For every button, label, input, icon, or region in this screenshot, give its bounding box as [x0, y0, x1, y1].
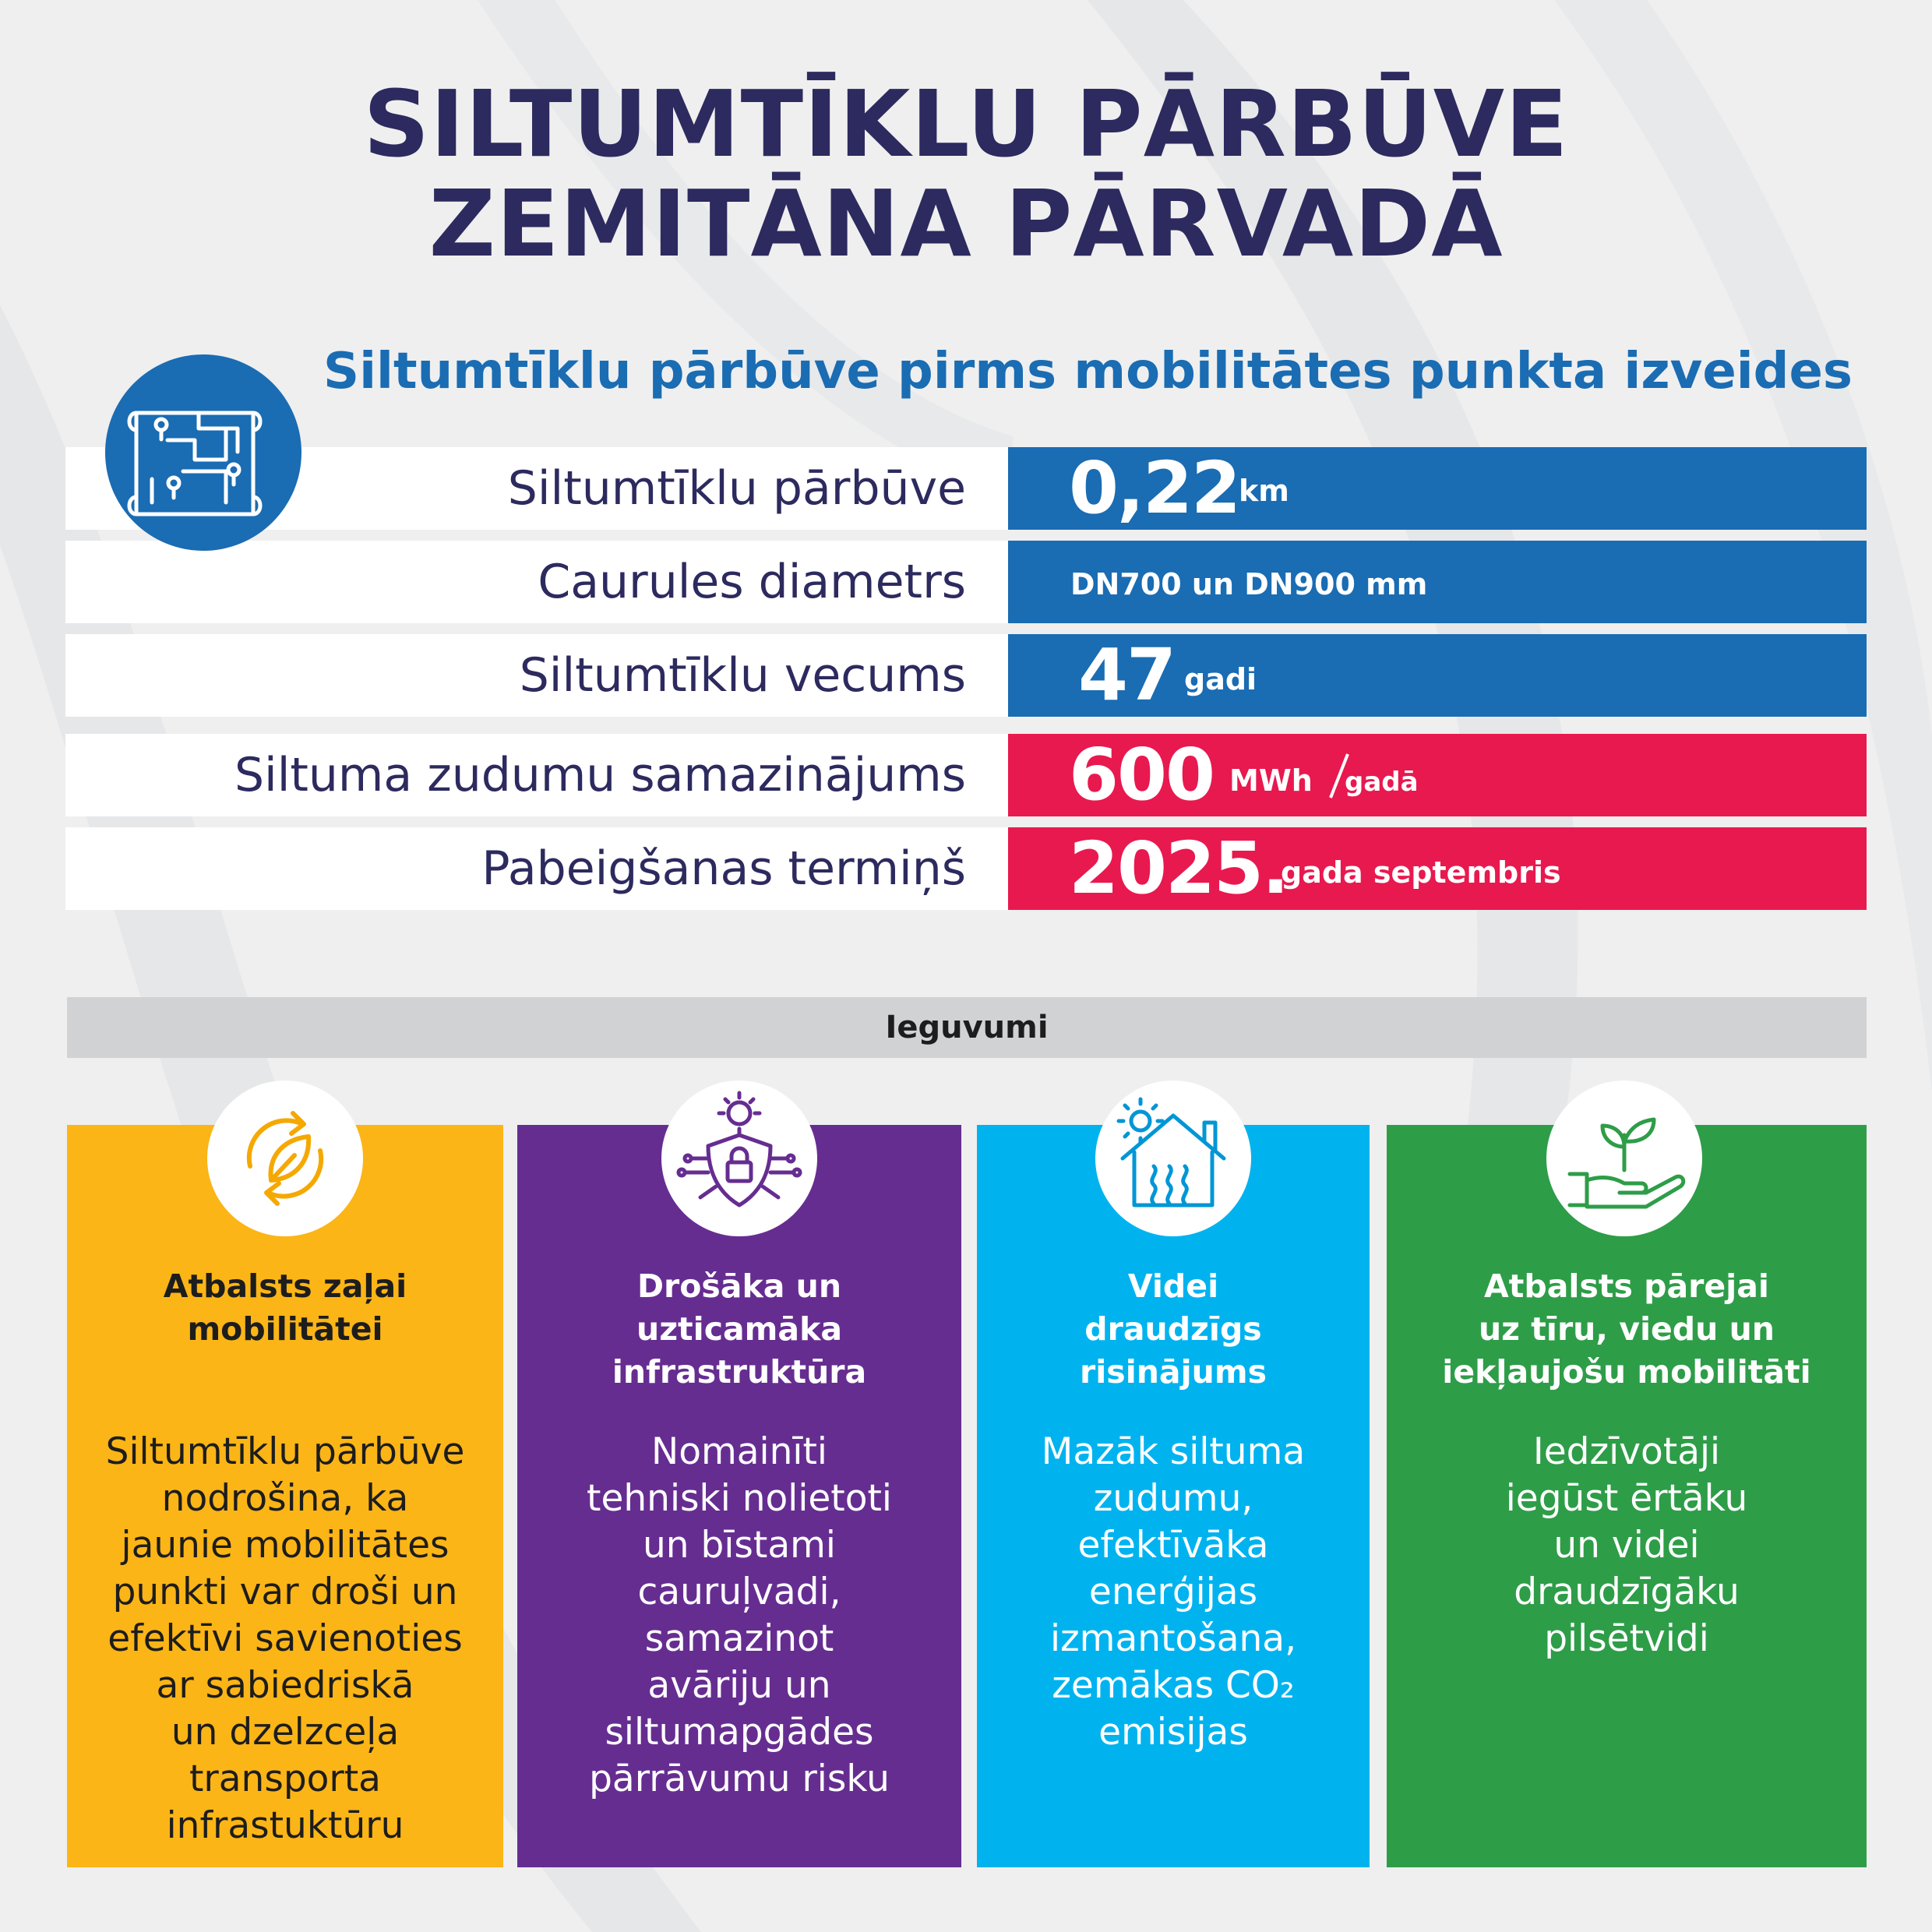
title-line-1: SILTUMTĪKLU PĀRBŪVE	[363, 70, 1569, 178]
row-label-deadline: Pabeigšanas termiņš	[65, 827, 1008, 910]
recycle-leaf-icon	[207, 1081, 363, 1236]
value-year: 2025.	[1069, 827, 1289, 910]
benefit-title: Videi draudzīgs risinājums	[1080, 1267, 1267, 1391]
benefit-body: Mazāk siltuma zudumu, efektīvāka enerģijas izmantošana, zemākas CO₂ emisijas	[1041, 1430, 1306, 1754]
benefit-title: Atbalsts pārejai uz tīru, viedu un iekļaujošu mobilitāti	[1442, 1267, 1811, 1391]
shield-lock-badge	[661, 1081, 817, 1236]
house-heat-icon	[1095, 1081, 1251, 1236]
unit-per-year: gadā	[1345, 767, 1419, 798]
map-icon	[105, 354, 301, 551]
hand-plant-icon	[1546, 1081, 1702, 1236]
unit-month: gada septembris	[1281, 855, 1561, 890]
benefit-body: Siltumtīklu pārbūve nodrošina, ka jaunie mobilitātes punkti var droši un efektīvi savienoties ar sabiedriskā un dzelzceļa transporta infrastuktūru	[105, 1430, 465, 1847]
unit-mwh: MWh	[1229, 763, 1313, 798]
row-value-diameter	[1008, 541, 1867, 623]
shield-lock-icon	[661, 1081, 817, 1236]
row-label-age: Siltumtīklu vecums	[65, 634, 1008, 717]
section-subtitle: Siltumtīklu pārbūve pirms mobilitātes punkta izveides	[323, 343, 1853, 400]
row-value-heat-loss	[1008, 734, 1867, 816]
benefit-body: Iedzīvotāji iegūst ērtāku un videi draudzīgāku pilsētvidi	[1505, 1430, 1748, 1660]
hand-plant-badge	[1546, 1081, 1702, 1236]
value-diameter: DN700 un DN900 mm	[1070, 567, 1428, 601]
row-label-heat-loss: Siltuma zudumu samazinājums	[65, 734, 1008, 816]
title-line-2: ZEMITĀNA PĀRVADĀ	[428, 170, 1504, 277]
recycle-leaf-badge	[207, 1081, 363, 1236]
page-title	[0, 70, 1932, 277]
map-icon-badge	[105, 354, 301, 551]
benefit-title: Atbalsts zaļai mobilitātei	[163, 1267, 407, 1348]
row-value-reconstruction	[1008, 447, 1867, 530]
benefits-heading: Ieguvumi	[67, 997, 1867, 1058]
row-value-deadline	[1008, 827, 1867, 910]
row-label-reconstruction: Siltumtīklu pārbūve	[65, 447, 1008, 530]
value-heat-loss: 600	[1069, 733, 1215, 816]
unit-km: km	[1239, 474, 1289, 508]
benefit-title: Drošāka un uzticamāka infrastruktūra	[612, 1267, 867, 1391]
house-heat-badge	[1095, 1081, 1251, 1236]
value-age: 47	[1078, 633, 1176, 717]
benefit-body: Nomainīti tehniski nolietoti un bīstami cauruļvadi, samazinot avāriju un siltumapgādes pārrāvumu risku	[587, 1430, 892, 1800]
value-length: 0,22	[1069, 446, 1239, 530]
row-value-age	[1008, 634, 1867, 717]
row-label-diameter: Caurules diametrs	[65, 541, 1008, 623]
unit-years: gadi	[1184, 662, 1257, 696]
